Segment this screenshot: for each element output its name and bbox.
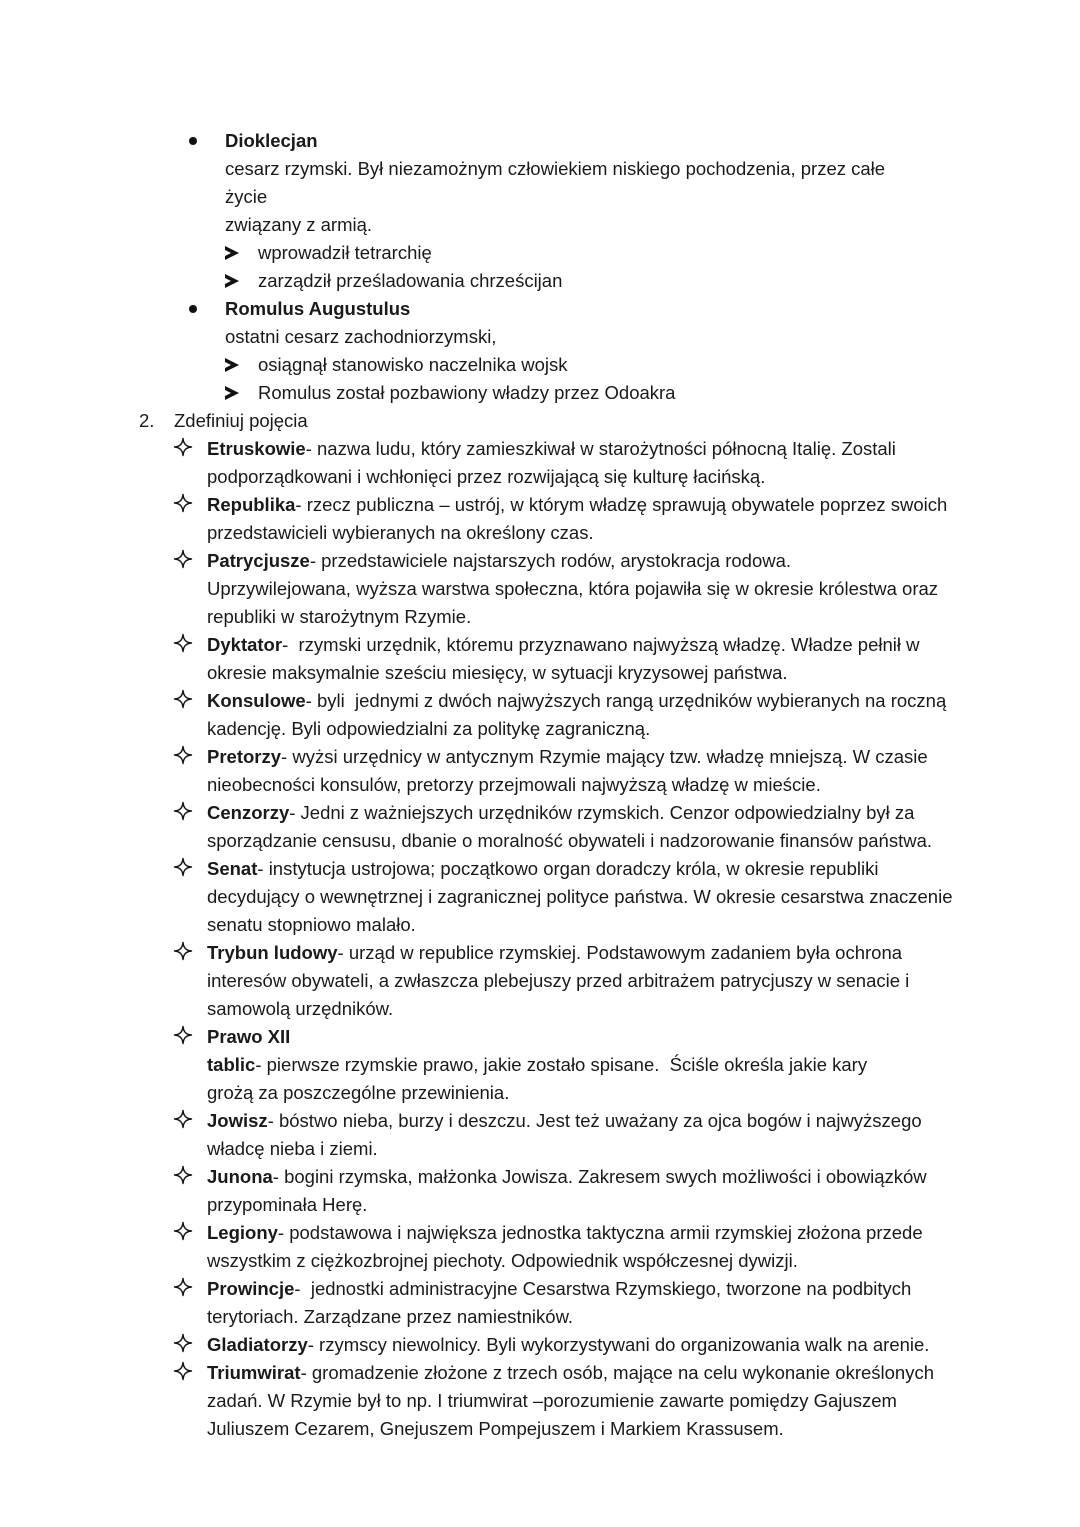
definition-line xyxy=(207,1107,942,1135)
person-name: Dioklecjan xyxy=(225,130,318,151)
definition-line xyxy=(207,547,942,575)
definition-line xyxy=(207,1219,942,1247)
four-point-star-icon xyxy=(173,1025,193,1045)
definition-line xyxy=(207,1331,942,1359)
definition-text: - rzymski urzędnik, któremu przyznawano najwyższą władzę. Władze pełnił w xyxy=(282,634,920,655)
definition-item xyxy=(0,1359,942,1443)
four-point-star-icon xyxy=(173,549,193,569)
four-point-star-icon xyxy=(173,1109,193,1129)
definition-item xyxy=(0,1275,942,1331)
definition-line xyxy=(207,1135,942,1163)
person-entry xyxy=(0,127,925,295)
definition-text: - Jedni z ważniejszych urzędników rzymskich. Cenzor odpowiedzialny był za xyxy=(289,802,915,823)
definition-text: - podstawowa i największa jednostka taktyczna armii rzymskiej złożona przede xyxy=(277,1222,923,1243)
person-point-text: Romulus został pozbawiony władzy przez Odoakra xyxy=(258,382,676,403)
person-point-text: zarządził prześladowania chrześcijan xyxy=(258,270,563,291)
definition-text: - rzymscy niewolnicy. Byli wykorzystywani do organizowania walk na arenie. xyxy=(307,1334,930,1355)
definition-line xyxy=(207,491,948,519)
definition-item xyxy=(0,1107,942,1163)
definition-text: podporządkowani i wchłonięci przez rozwijającą się kulturę łacińską. xyxy=(207,466,766,487)
person-point-text: osiągnął stanowisko naczelnika wojsk xyxy=(258,354,568,375)
person-description-line: ostatni cesarz zachodniorzymski, xyxy=(225,326,497,347)
definition-term: Jowisz xyxy=(207,1110,268,1131)
definition-line xyxy=(207,995,942,1023)
definition-text: - bogini rzymska, małżonka Jowisza. Zakresem swych możliwości i obowiązków xyxy=(272,1166,927,1187)
definition-text: senatu stopniowo malało. xyxy=(207,914,416,935)
arrow-right-icon xyxy=(225,246,239,260)
document-page xyxy=(0,127,1080,1443)
definition-text: - pierwsze rzymskie prawo, jakie zostało spisane. Ściśle określa jakie kary xyxy=(255,1054,868,1075)
definition-term: Senat xyxy=(207,858,258,879)
definition-term: Etruskowie xyxy=(207,438,306,459)
definition-term: Cenzorzy xyxy=(207,802,290,823)
person-description-line: cesarz rzymski. Był niezamożnym człowiekiem niskiego pochodzenia, przez całe życie xyxy=(225,158,886,207)
definition-term: Republika xyxy=(207,494,296,515)
definition-line xyxy=(207,911,942,939)
definition-line xyxy=(207,435,942,463)
person-name: Romulus Augustulus xyxy=(225,298,411,319)
four-point-star-icon xyxy=(173,1333,193,1353)
definition-text: terytoriach. Zarządzane przez namiestników. xyxy=(207,1306,574,1327)
definition-text: decydujący o wewnętrznej i zagranicznej polityce państwa. W okresie cesarstwa znaczenie xyxy=(207,886,953,907)
definition-line xyxy=(207,687,947,715)
definition-item xyxy=(0,547,942,631)
definition-line xyxy=(207,1303,942,1331)
definition-text: - gromadzenie złożone z trzech osób, mające na celu wykonanie określonych xyxy=(300,1362,935,1383)
definition-line xyxy=(207,463,942,491)
definition-item xyxy=(0,687,947,743)
definition-text: Juliuszem Cezarem, Gnejuszem Pompejuszem i Markiem Krassusem. xyxy=(207,1418,784,1439)
definition-line xyxy=(207,771,942,799)
definition-line xyxy=(207,715,942,743)
definition-line xyxy=(207,1387,942,1415)
definition-item xyxy=(0,939,942,1023)
four-point-star-icon xyxy=(173,857,193,877)
definition-line xyxy=(207,1247,942,1275)
person-point xyxy=(225,351,925,379)
four-point-star-icon xyxy=(173,1165,193,1185)
person-point-text: wprowadził tetrarchię xyxy=(258,242,432,263)
person-description-line: związany z armią. xyxy=(225,214,373,235)
definition-line xyxy=(207,883,953,911)
definition-item xyxy=(0,1023,942,1107)
section-number: 2. xyxy=(139,410,155,431)
definition-text: - byli jednymi z dwóch najwyższych rangą urzędników wybieranych na roczną xyxy=(305,690,947,711)
definition-text: interesów obywateli, a zwłaszcza plebejuszy przed arbitrażem patrycjuszy w senacie i xyxy=(207,970,910,991)
definition-line xyxy=(207,799,942,827)
definition-text: okresie maksymalnie sześciu miesięcy, w sytuacji kryzysowej państwa. xyxy=(207,662,788,683)
definition-text: przypominała Herę. xyxy=(207,1194,368,1215)
definition-term: Legiony xyxy=(207,1222,278,1243)
definition-line xyxy=(207,1415,942,1443)
definition-text: - instytucja ustrojowa; początkowo organ doradczy króla, w okresie republiki xyxy=(257,858,879,879)
definition-line xyxy=(207,1359,942,1387)
definition-item xyxy=(0,1331,942,1359)
four-point-star-icon xyxy=(173,1361,193,1381)
definition-text: - wyżsi urzędnicy w antycznym Rzymie mający tzw. władzę mniejszą. W czasie xyxy=(281,746,928,767)
definition-line xyxy=(207,827,942,855)
definition-text: - jednostki administracyjne Cesarstwa Rzymskiego, tworzone na podbitych xyxy=(294,1278,912,1299)
definition-list xyxy=(0,435,1080,1443)
definition-term: Junona xyxy=(207,1166,273,1187)
definition-term: Prowincje xyxy=(207,1278,295,1299)
definition-item xyxy=(0,855,953,939)
definition-text: sporządzanie censusu, dbanie o moralność obywateli i nadzorowanie finansów państwa. xyxy=(207,830,933,851)
definition-text: władcę nieba i ziemi. xyxy=(207,1138,378,1159)
definition-item xyxy=(0,799,942,855)
definition-text: - urząd w republice rzymskiej. Podstawowym zadaniem była ochrona xyxy=(337,942,903,963)
definition-text: Uprzywilejowana, wyższa warstwa społeczna, która pojawiła się w okresie królestwa oraz xyxy=(207,578,939,599)
arrow-right-icon xyxy=(225,274,239,288)
definition-term: Konsulowe xyxy=(207,690,306,711)
four-point-star-icon xyxy=(173,493,193,513)
definition-item xyxy=(0,743,942,799)
definition-text: - nazwa ludu, który zamieszkiwał w starożytności północną Italię. Zostali xyxy=(305,438,896,459)
section-heading xyxy=(0,407,1080,435)
section-title: Zdefiniuj pojęcia xyxy=(174,410,308,431)
definition-text: - rzecz publiczna – ustrój, w którym władzę sprawują obywatele poprzez swoich xyxy=(295,494,948,515)
definition-term: Dyktator xyxy=(207,634,283,655)
definition-item xyxy=(0,435,942,491)
definition-term: Patrycjusze xyxy=(207,550,310,571)
definition-text: kadencję. Byli odpowiedzialni za politykę zagraniczną. xyxy=(207,718,651,739)
definition-item xyxy=(0,1219,942,1275)
four-point-star-icon xyxy=(173,437,193,457)
four-point-star-icon xyxy=(173,633,193,653)
definition-line xyxy=(207,631,942,659)
definition-text: - przedstawiciele najstarszych rodów, arystokracja rodowa. xyxy=(309,550,792,571)
definition-text: samowolą urzędników. xyxy=(207,998,394,1019)
four-point-star-icon xyxy=(173,689,193,709)
definition-text: - bóstwo nieba, burzy i deszczu. Jest też uważany za ojca bogów i najwyższego xyxy=(267,1110,922,1131)
definition-line xyxy=(207,575,942,603)
definition-line xyxy=(207,519,942,547)
definition-text: zadań. W Rzymie był to np. I triumwirat –porozumienie zawarte pomiędzy Gajuszem xyxy=(207,1390,897,1411)
definition-text: grożą za poszczególne przewinienia. xyxy=(207,1082,510,1103)
definition-item xyxy=(0,631,942,687)
bullet-dot-icon xyxy=(189,137,197,145)
bullet-dot-icon xyxy=(189,305,197,313)
definition-item xyxy=(0,1163,942,1219)
person-point xyxy=(225,267,925,295)
four-point-star-icon xyxy=(173,1221,193,1241)
person-entry xyxy=(0,295,925,407)
definition-line xyxy=(207,967,942,995)
person-points xyxy=(225,351,925,407)
arrow-right-icon xyxy=(225,358,239,372)
definition-item xyxy=(0,491,948,547)
definition-line xyxy=(207,659,942,687)
definition-line xyxy=(207,1079,942,1107)
definition-text: republiki w starożytnym Rzymie. xyxy=(207,606,472,627)
arrow-right-icon xyxy=(225,386,239,400)
four-point-star-icon xyxy=(173,745,193,765)
definition-line xyxy=(207,939,942,967)
definition-text: nieobecności konsulów, pretorzy przejmowali najwyższą władzę w mieście. xyxy=(207,774,821,795)
definition-term: Trybun ludowy xyxy=(207,942,338,963)
definition-term: Gladiatorzy xyxy=(207,1334,308,1355)
definition-text: przedstawicieli wybieranych na określony czas. xyxy=(207,522,594,543)
definition-line xyxy=(207,603,942,631)
definition-line xyxy=(207,855,942,883)
four-point-star-icon xyxy=(173,801,193,821)
person-point xyxy=(225,239,925,267)
definition-line xyxy=(207,1191,942,1219)
definition-term: Pretorzy xyxy=(207,746,282,767)
four-point-star-icon xyxy=(173,941,193,961)
definition-line xyxy=(207,1275,942,1303)
definition-line xyxy=(207,1023,942,1079)
person-points xyxy=(225,239,925,295)
definition-line xyxy=(207,743,942,771)
definition-term: Prawo XII tablic xyxy=(207,1026,291,1075)
person-point xyxy=(225,379,925,407)
definition-term: Triumwirat xyxy=(207,1362,301,1383)
four-point-star-icon xyxy=(173,1277,193,1297)
definition-text: wszystkim z ciężkozbrojnej piechoty. Odpowiednik współczesnej dywizji. xyxy=(207,1250,798,1271)
definition-line xyxy=(207,1163,942,1191)
